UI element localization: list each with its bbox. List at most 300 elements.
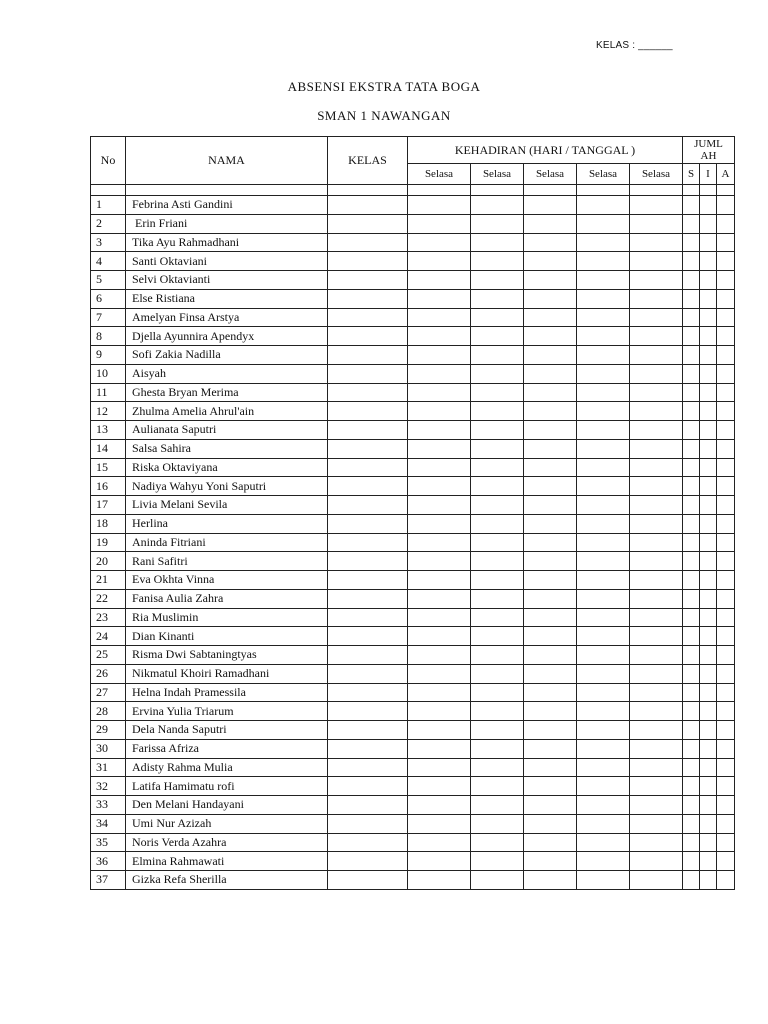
student-name: Aninda Fitriani xyxy=(126,533,328,552)
table-row xyxy=(91,458,735,477)
row-number: 21 xyxy=(91,571,126,590)
summary-cell xyxy=(700,233,717,252)
attendance-cell xyxy=(408,758,471,777)
attendance-cell xyxy=(524,383,577,402)
summary-cell xyxy=(700,308,717,327)
row-number: 3 xyxy=(91,233,126,252)
student-name: Den Melani Handayani xyxy=(126,796,328,815)
attendance-cell xyxy=(408,289,471,308)
attendance-cell xyxy=(630,214,683,233)
row-number: 20 xyxy=(91,552,126,571)
attendance-cell xyxy=(524,477,577,496)
attendance-cell xyxy=(471,214,524,233)
row-number: 8 xyxy=(91,327,126,346)
attendance-cell xyxy=(577,777,630,796)
row-number: 22 xyxy=(91,589,126,608)
summary-cell xyxy=(717,289,735,308)
attendance-cell xyxy=(471,196,524,215)
header-no: No xyxy=(91,137,126,185)
summary-cell xyxy=(717,758,735,777)
student-name: Febrina Asti Gandini xyxy=(126,196,328,215)
summary-cell xyxy=(683,871,700,890)
summary-cell xyxy=(717,814,735,833)
summary-cell xyxy=(700,346,717,365)
student-name: Sofi Zakia Nadilla xyxy=(126,346,328,365)
summary-cell xyxy=(683,702,700,721)
row-number: 24 xyxy=(91,627,126,646)
row-number: 17 xyxy=(91,496,126,515)
attendance-cell xyxy=(471,364,524,383)
summary-cell xyxy=(717,196,735,215)
attendance-cell xyxy=(408,721,471,740)
attendance-cell xyxy=(577,458,630,477)
summary-cell xyxy=(717,646,735,665)
kelas-cell xyxy=(328,702,408,721)
student-name: Gizka Refa Sherilla xyxy=(126,871,328,890)
summary-cell xyxy=(683,514,700,533)
attendance-cell xyxy=(577,402,630,421)
summary-cell xyxy=(700,833,717,852)
summary-cell xyxy=(700,627,717,646)
kelas-cell xyxy=(328,421,408,440)
attendance-table xyxy=(90,136,735,890)
row-number: 27 xyxy=(91,683,126,702)
summary-cell xyxy=(683,552,700,571)
attendance-cell xyxy=(471,721,524,740)
attendance-cell xyxy=(577,496,630,515)
kelas-cell xyxy=(328,402,408,421)
attendance-cell xyxy=(471,514,524,533)
summary-cell xyxy=(717,214,735,233)
attendance-cell xyxy=(577,627,630,646)
attendance-cell xyxy=(630,327,683,346)
summary-cell xyxy=(683,364,700,383)
student-name: Elmina Rahmawati xyxy=(126,852,328,871)
summary-cell xyxy=(717,308,735,327)
attendance-cell xyxy=(408,271,471,290)
summary-cell xyxy=(717,533,735,552)
summary-cell xyxy=(700,758,717,777)
summary-cell xyxy=(700,514,717,533)
summary-cell xyxy=(717,777,735,796)
kelas-cell xyxy=(328,646,408,665)
kelas-cell xyxy=(328,308,408,327)
attendance-cell xyxy=(630,402,683,421)
attendance-cell xyxy=(471,458,524,477)
attendance-cell xyxy=(524,739,577,758)
attendance-cell xyxy=(408,233,471,252)
student-name: Rani Safitri xyxy=(126,552,328,571)
attendance-cell xyxy=(408,777,471,796)
kelas-cell xyxy=(328,739,408,758)
kelas-cell xyxy=(328,346,408,365)
attendance-cell xyxy=(471,383,524,402)
attendance-cell xyxy=(408,683,471,702)
student-name: Risma Dwi Sabtaningtyas xyxy=(126,646,328,665)
attendance-cell xyxy=(577,683,630,702)
attendance-cell xyxy=(408,402,471,421)
student-name: Salsa Sahira xyxy=(126,439,328,458)
summary-cell xyxy=(717,421,735,440)
attendance-cell xyxy=(471,571,524,590)
student-name: Ervina Yulia Triarum xyxy=(126,702,328,721)
attendance-cell xyxy=(577,214,630,233)
student-name: Fanisa Aulia Zahra xyxy=(126,589,328,608)
student-name: Herlina xyxy=(126,514,328,533)
summary-cell xyxy=(683,233,700,252)
summary-cell xyxy=(683,777,700,796)
table-row xyxy=(91,196,735,215)
attendance-cell xyxy=(630,777,683,796)
summary-cell xyxy=(683,833,700,852)
attendance-cell xyxy=(471,814,524,833)
attendance-cell xyxy=(577,477,630,496)
day-header-3: Selasa xyxy=(524,164,577,185)
table-row xyxy=(91,346,735,365)
attendance-cell xyxy=(408,477,471,496)
attendance-cell xyxy=(577,439,630,458)
attendance-cell xyxy=(471,289,524,308)
summary-cell xyxy=(683,308,700,327)
row-number: 11 xyxy=(91,383,126,402)
summary-cell xyxy=(717,739,735,758)
attendance-cell xyxy=(408,439,471,458)
table-row xyxy=(91,364,735,383)
summary-cell xyxy=(683,271,700,290)
attendance-cell xyxy=(577,664,630,683)
kelas-cell xyxy=(328,271,408,290)
attendance-cell xyxy=(471,646,524,665)
attendance-cell xyxy=(408,496,471,515)
row-number: 25 xyxy=(91,646,126,665)
attendance-cell xyxy=(524,758,577,777)
attendance-cell xyxy=(408,852,471,871)
table-row xyxy=(91,514,735,533)
table-row xyxy=(91,683,735,702)
summary-cell xyxy=(717,852,735,871)
row-number: 33 xyxy=(91,796,126,815)
attendance-cell xyxy=(408,458,471,477)
attendance-cell xyxy=(408,252,471,271)
summary-header-i: I xyxy=(700,164,717,185)
kelas-cell xyxy=(328,871,408,890)
attendance-cell xyxy=(408,702,471,721)
attendance-cell xyxy=(630,533,683,552)
table-row xyxy=(91,496,735,515)
attendance-cell xyxy=(524,608,577,627)
table-row xyxy=(91,796,735,815)
student-name: Nikmatul Khoiri Ramadhani xyxy=(126,664,328,683)
attendance-cell xyxy=(471,233,524,252)
table-row xyxy=(91,833,735,852)
kelas-cell xyxy=(328,833,408,852)
row-number: 26 xyxy=(91,664,126,683)
row-number: 5 xyxy=(91,271,126,290)
attendance-cell xyxy=(577,233,630,252)
attendance-cell xyxy=(471,439,524,458)
attendance-cell xyxy=(471,796,524,815)
attendance-cell xyxy=(630,458,683,477)
attendance-cell xyxy=(577,739,630,758)
summary-cell xyxy=(683,571,700,590)
summary-cell xyxy=(683,664,700,683)
summary-cell xyxy=(700,589,717,608)
table-row xyxy=(91,308,735,327)
summary-cell xyxy=(683,402,700,421)
table-row xyxy=(91,664,735,683)
kelas-label: KELAS : ______ xyxy=(596,40,673,51)
attendance-cell xyxy=(471,271,524,290)
table-row xyxy=(91,627,735,646)
attendance-cell xyxy=(630,271,683,290)
row-number: 18 xyxy=(91,514,126,533)
summary-cell xyxy=(683,196,700,215)
student-name: Dela Nanda Saputri xyxy=(126,721,328,740)
attendance-cell xyxy=(471,871,524,890)
summary-cell xyxy=(717,514,735,533)
attendance-cell xyxy=(471,308,524,327)
attendance-cell xyxy=(630,814,683,833)
attendance-cell xyxy=(577,646,630,665)
attendance-cell xyxy=(630,608,683,627)
student-name: Aisyah xyxy=(126,364,328,383)
student-name: Adisty Rahma Mulia xyxy=(126,758,328,777)
table-row xyxy=(91,646,735,665)
attendance-cell xyxy=(408,796,471,815)
attendance-cell xyxy=(577,327,630,346)
summary-cell xyxy=(683,739,700,758)
table-row xyxy=(91,777,735,796)
attendance-cell xyxy=(471,533,524,552)
summary-cell xyxy=(717,702,735,721)
attendance-cell xyxy=(524,346,577,365)
table-row xyxy=(91,871,735,890)
attendance-cell xyxy=(524,552,577,571)
attendance-cell xyxy=(630,852,683,871)
attendance-cell xyxy=(630,796,683,815)
table-row xyxy=(91,233,735,252)
attendance-cell xyxy=(630,552,683,571)
attendance-cell xyxy=(524,702,577,721)
summary-cell xyxy=(700,364,717,383)
kelas-cell xyxy=(328,514,408,533)
student-name: Farissa Afriza xyxy=(126,739,328,758)
summary-cell xyxy=(683,458,700,477)
table-row xyxy=(91,589,735,608)
attendance-cell xyxy=(408,196,471,215)
summary-cell xyxy=(717,496,735,515)
summary-cell xyxy=(717,571,735,590)
table-row xyxy=(91,327,735,346)
kelas-cell xyxy=(328,721,408,740)
attendance-cell xyxy=(524,777,577,796)
attendance-cell xyxy=(630,233,683,252)
attendance-cell xyxy=(630,646,683,665)
attendance-cell xyxy=(577,871,630,890)
attendance-cell xyxy=(524,533,577,552)
summary-cell xyxy=(717,458,735,477)
attendance-cell xyxy=(630,739,683,758)
summary-cell xyxy=(683,533,700,552)
summary-cell xyxy=(717,364,735,383)
summary-cell xyxy=(717,346,735,365)
summary-cell xyxy=(683,346,700,365)
summary-cell xyxy=(700,571,717,590)
table-row xyxy=(91,533,735,552)
row-number: 19 xyxy=(91,533,126,552)
summary-cell xyxy=(683,814,700,833)
summary-cell xyxy=(683,683,700,702)
row-number: 15 xyxy=(91,458,126,477)
kelas-cell xyxy=(328,814,408,833)
attendance-cell xyxy=(577,196,630,215)
attendance-cell xyxy=(630,702,683,721)
summary-cell xyxy=(700,721,717,740)
attendance-cell xyxy=(630,439,683,458)
attendance-cell xyxy=(630,721,683,740)
row-number: 32 xyxy=(91,777,126,796)
attendance-cell xyxy=(524,233,577,252)
attendance-cell xyxy=(471,683,524,702)
summary-cell xyxy=(700,271,717,290)
kelas-cell xyxy=(328,289,408,308)
kelas-cell xyxy=(328,496,408,515)
kelas-cell xyxy=(328,196,408,215)
table-row xyxy=(91,439,735,458)
attendance-cell xyxy=(577,552,630,571)
attendance-cell xyxy=(630,496,683,515)
attendance-cell xyxy=(471,627,524,646)
table-row xyxy=(91,383,735,402)
student-name: Zhulma Amelia Ahrul'ain xyxy=(126,402,328,421)
attendance-cell xyxy=(471,739,524,758)
row-number: 13 xyxy=(91,421,126,440)
attendance-cell xyxy=(471,758,524,777)
summary-cell xyxy=(683,327,700,346)
summary-header-a: A xyxy=(717,164,735,185)
attendance-cell xyxy=(630,758,683,777)
row-number: 2 xyxy=(91,214,126,233)
row-number: 30 xyxy=(91,739,126,758)
row-number: 28 xyxy=(91,702,126,721)
attendance-cell xyxy=(471,777,524,796)
attendance-cell xyxy=(630,664,683,683)
attendance-cell xyxy=(524,721,577,740)
attendance-cell xyxy=(524,271,577,290)
table-row xyxy=(91,571,735,590)
attendance-cell xyxy=(577,514,630,533)
table-row xyxy=(91,421,735,440)
attendance-cell xyxy=(471,664,524,683)
attendance-cell xyxy=(630,308,683,327)
table-row xyxy=(91,814,735,833)
attendance-cell xyxy=(577,252,630,271)
kelas-cell xyxy=(328,214,408,233)
attendance-cell xyxy=(577,721,630,740)
attendance-cell xyxy=(577,758,630,777)
attendance-cell xyxy=(524,589,577,608)
attendance-cell xyxy=(524,646,577,665)
summary-cell xyxy=(717,552,735,571)
attendance-cell xyxy=(577,833,630,852)
attendance-cell xyxy=(630,627,683,646)
attendance-cell xyxy=(524,627,577,646)
attendance-cell xyxy=(408,664,471,683)
kelas-cell xyxy=(328,327,408,346)
summary-cell xyxy=(700,196,717,215)
kelas-cell xyxy=(328,683,408,702)
attendance-cell xyxy=(524,196,577,215)
kelas-cell xyxy=(328,364,408,383)
row-number: 29 xyxy=(91,721,126,740)
summary-cell xyxy=(700,852,717,871)
row-number: 34 xyxy=(91,814,126,833)
table-row xyxy=(91,702,735,721)
attendance-cell xyxy=(408,627,471,646)
table-row xyxy=(91,252,735,271)
attendance-cell xyxy=(471,833,524,852)
row-number: 31 xyxy=(91,758,126,777)
kelas-cell xyxy=(328,458,408,477)
kelas-cell xyxy=(328,796,408,815)
summary-cell xyxy=(717,439,735,458)
kelas-cell xyxy=(328,571,408,590)
day-header-4: Selasa xyxy=(577,164,630,185)
summary-cell xyxy=(700,421,717,440)
attendance-cell xyxy=(524,852,577,871)
school-name: SMAN 1 NAWANGAN xyxy=(317,108,451,123)
header-kehadiran: KEHADIRAN (HARI / TANGGAL ) xyxy=(408,137,683,164)
attendance-cell xyxy=(577,308,630,327)
header-nama: NAMA xyxy=(126,137,328,185)
summary-cell xyxy=(717,327,735,346)
table-row xyxy=(91,552,735,571)
attendance-cell xyxy=(630,289,683,308)
summary-cell xyxy=(683,758,700,777)
summary-cell xyxy=(717,477,735,496)
summary-cell xyxy=(700,252,717,271)
table-row xyxy=(91,402,735,421)
attendance-cell xyxy=(471,477,524,496)
row-number: 1 xyxy=(91,196,126,215)
student-name: Else Ristiana xyxy=(126,289,328,308)
kelas-cell xyxy=(328,439,408,458)
student-name: Noris Verda Azahra xyxy=(126,833,328,852)
kelas-cell xyxy=(328,233,408,252)
summary-cell xyxy=(717,252,735,271)
attendance-cell xyxy=(471,252,524,271)
student-name: Amelyan Finsa Arstya xyxy=(126,308,328,327)
attendance-cell xyxy=(630,477,683,496)
attendance-cell xyxy=(408,514,471,533)
summary-cell xyxy=(700,739,717,758)
summary-header-s: S xyxy=(683,164,700,185)
attendance-cell xyxy=(524,289,577,308)
student-name: Helna Indah Pramessila xyxy=(126,683,328,702)
kelas-cell xyxy=(328,627,408,646)
student-name: Umi Nur Azizah xyxy=(126,814,328,833)
day-header-5: Selasa xyxy=(630,164,683,185)
attendance-cell xyxy=(408,364,471,383)
summary-cell xyxy=(683,214,700,233)
student-name: Latifa Hamimatu rofi xyxy=(126,777,328,796)
attendance-cell xyxy=(577,796,630,815)
attendance-cell xyxy=(471,702,524,721)
attendance-cell xyxy=(630,514,683,533)
kelas-cell xyxy=(328,533,408,552)
summary-cell xyxy=(717,589,735,608)
attendance-cell xyxy=(524,871,577,890)
